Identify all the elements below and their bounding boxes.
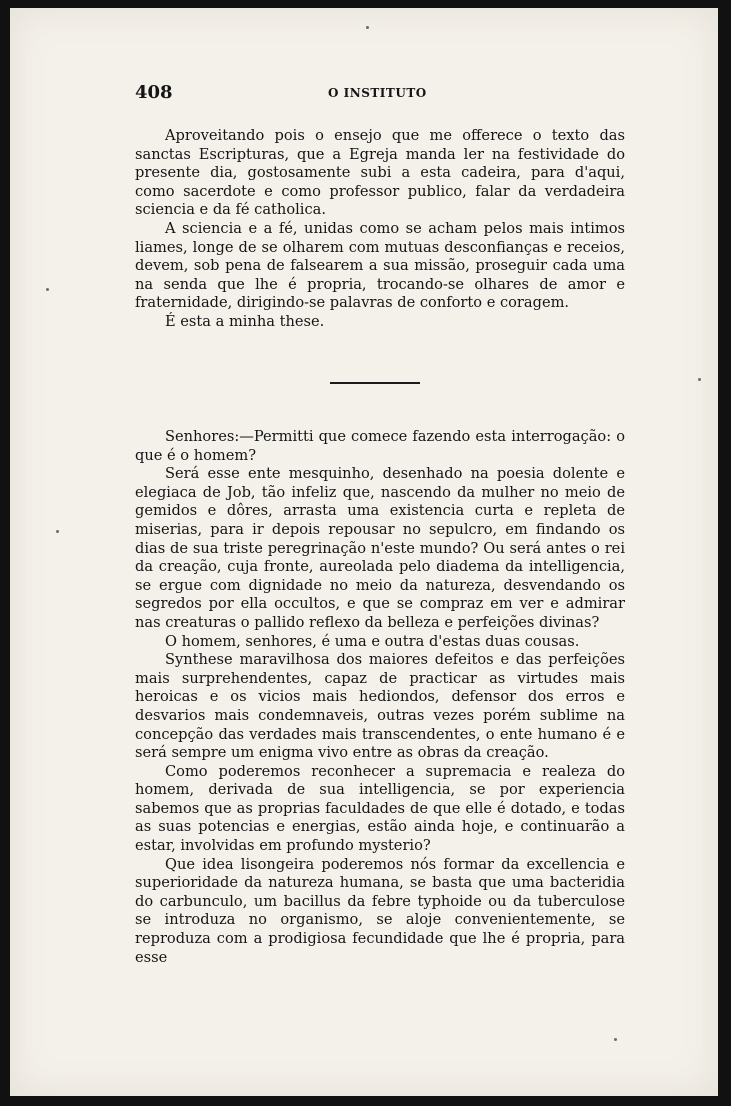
paragraph: Será esse ente mesquinho, desenhado na poesia dolente e elegiaca de Job, tão infeliz que, nascendo da mulher no meio de gemidos e dôres, arrasta uma existencia curta e repleta de miserias, para ir depois repousar no sepulcro, em findando os dias de sua triste peregrinação n'este mundo? Ou será antes o rei da creação, cuja fronte, aureolada pelo diadema da intelligencia, se ergue com dignidade no meio da natureza, desvendando os segredos por ella occultos, e que se compraz em ver e admirar nas creaturas o pallido reflexo da belleza e perfeições divinas? <box>135 465 625 631</box>
paragraph: Que idea lisongeira poderemos nós formar da excellencia e superioridade da natureza humana, se basta que uma bacteridia do carbunculo, um bacillus da febre typhoide ou da tuberculose se introduza no organismo, se aloje convenientemente, se reproduza com a prodigiosa fecundidade que lhe é propria, para esse <box>135 855 625 966</box>
paragraph: O homem, senhores, é uma e outra d'estas duas cousas. <box>165 632 580 650</box>
paragraph: Como poderemos reconhecer a supremacia e realeza do homem, derivada de sua intelligencia, se por experiencia sabemos que as proprias faculdades de que elle é dotado, e todas as suas potencias e energias, estão ainda hoje, e continuarão a estar, involvidas em profundo mysterio? <box>135 762 625 855</box>
paragraph: Senhores:—Permitti que comece fazendo esta interrogação: o que é o homem? <box>135 428 625 464</box>
paper-speck <box>698 378 701 381</box>
paper-speck <box>614 1038 617 1041</box>
section-divider <box>330 382 420 384</box>
opening-section <box>135 127 625 332</box>
page-number: 408 <box>135 82 173 103</box>
main-section <box>135 428 625 967</box>
paragraph: Synthese maravilhosa dos maiores defeitos e das perfeições mais surprehendentes, capaz de practicar as virtudes mais heroicas e os vicios mais hediondos, defensor dos erros e desvarios mais condemnaveis, outras vezes porém sublime na concepção das verdades mais transcendentes, o ente humano é e será sempre um enigma vivo entre as obras da creação. <box>135 651 625 762</box>
paper-speck <box>46 288 49 291</box>
paper-speck <box>366 26 369 29</box>
paragraph: A sciencia e a fé, unidas como se acham pelos mais intimos liames, longe de se olharem com mutuas desconfianças e receios, devem, sob pena de falsearem a sua missão, proseguir cada uma na senda que lhe é propria, trocando-se olhares de amor e fraternidade, dirigindo-se palavras de conforto e coragem. <box>135 219 625 312</box>
paragraph: É esta a minha these. <box>165 312 325 330</box>
page-header <box>135 82 625 106</box>
paper-speck <box>56 530 59 533</box>
running-head: O INSTITUTO <box>328 86 427 100</box>
paragraph: Aproveitando pois o ensejo que me offerece o texto das sanctas Escripturas, que a Egreja manda ler na festividade do presente dia, gostosamente subi a esta cadeira, para d'aqui, como sacerdote e como professor publico, falar da verdadeira sciencia e da fé catholica. <box>135 127 625 219</box>
